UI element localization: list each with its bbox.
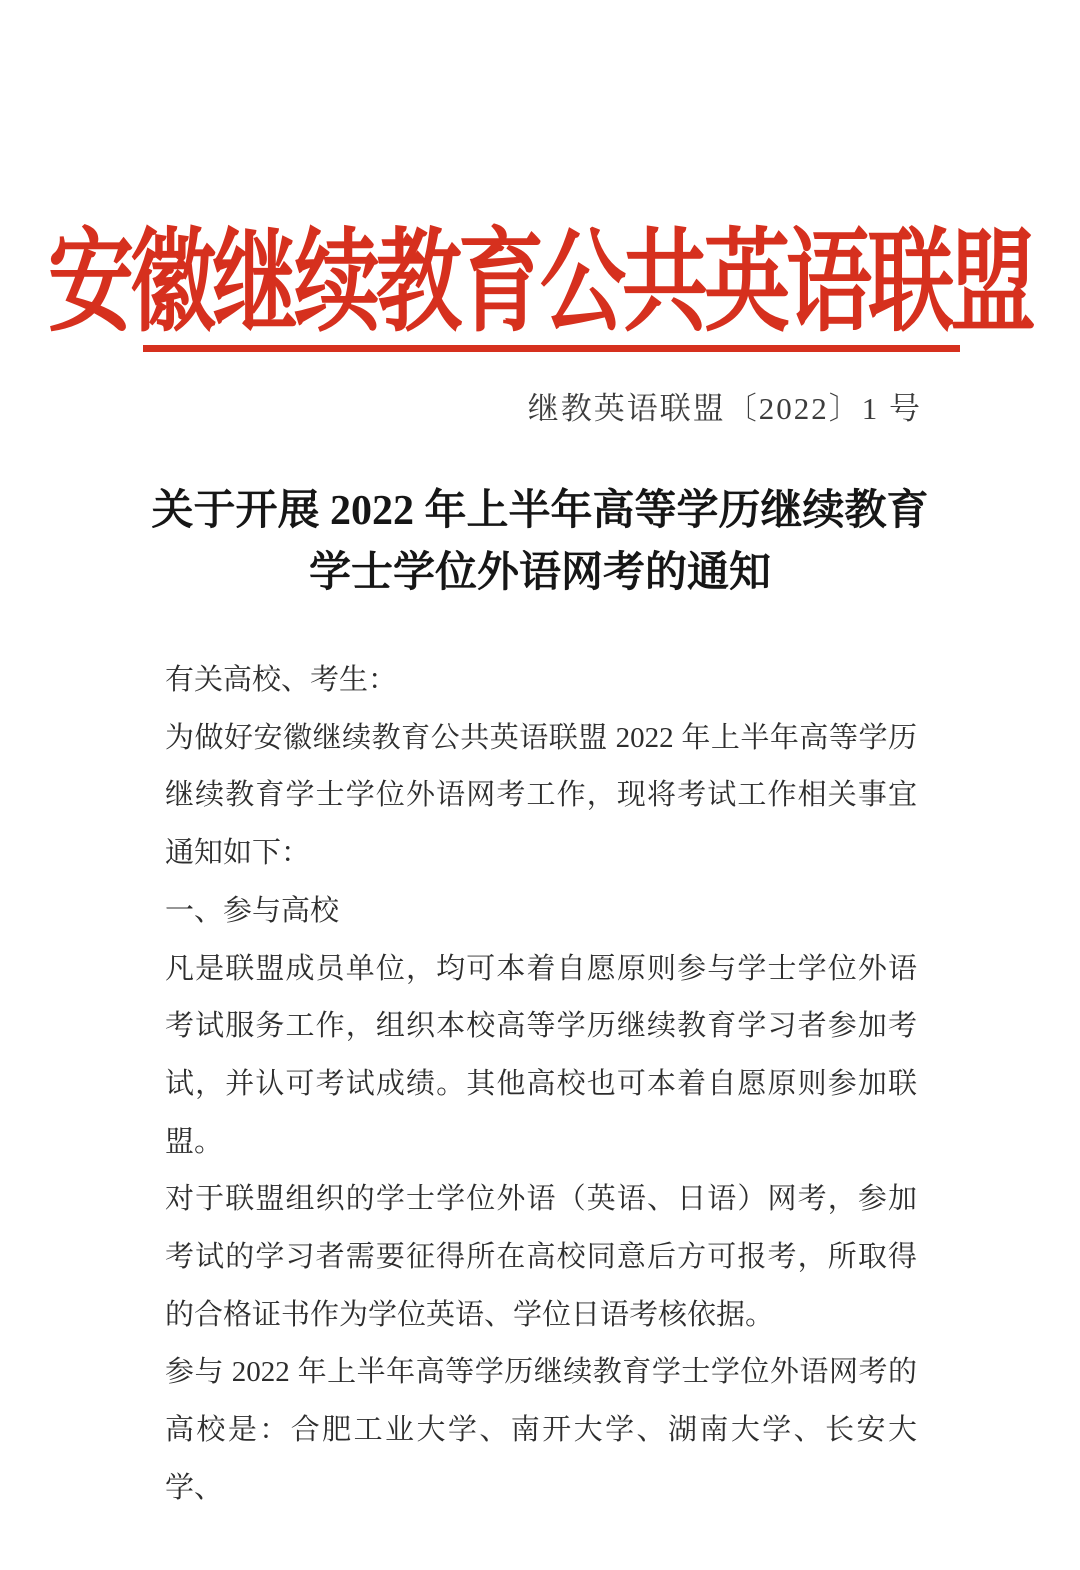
- salutation: 有关高校、考生：: [165, 664, 398, 696]
- section-heading-participating-universities: 一、参与高校: [165, 894, 340, 927]
- body-paragraph-intro: 为做好安徽继续教育公共英语联盟 2022 年上半年高等学历继续教育学士学位外语网考工作，现将考试工作相关事宜通知如下：: [165, 721, 917, 870]
- document-title: [0, 480, 1080, 604]
- document-number: 继教英语联盟〔2022〕1 号: [527, 391, 922, 426]
- document-title-line-1: 关于开展 2022 年上半年高等学历继续教育: [151, 488, 929, 534]
- document-title-line-2: 学士学位外语网考的通知: [308, 550, 771, 596]
- header-divider-rule: [143, 345, 960, 352]
- body-paragraph-university-list: 参与 2022 年上半年高等学历继续教育学士学位外语网考的高校是：合肥工业大学、南开大学、湖南大学、长安大学、: [165, 1356, 917, 1504]
- body-paragraph-exam-rules: 对于联盟组织的学士学位外语（英语、日语）网考，参加考试的学习者需要征得所在高校同意后方可报考，所取得的合格证书作为学位英语、学位日语考核依据。: [165, 1183, 917, 1331]
- body-paragraph-membership: 凡是联盟成员单位，均可本着自愿原则参与学士学位外语考试服务工作，组织本校高等学历继续教育学习者参加考试，并认可考试成绩。其他高校也可本着自愿原则参加联盟。: [165, 952, 917, 1158]
- document-body: [165, 652, 917, 1518]
- document-header-org-name: 安徽继续教育公共英语联盟: [48, 220, 1032, 346]
